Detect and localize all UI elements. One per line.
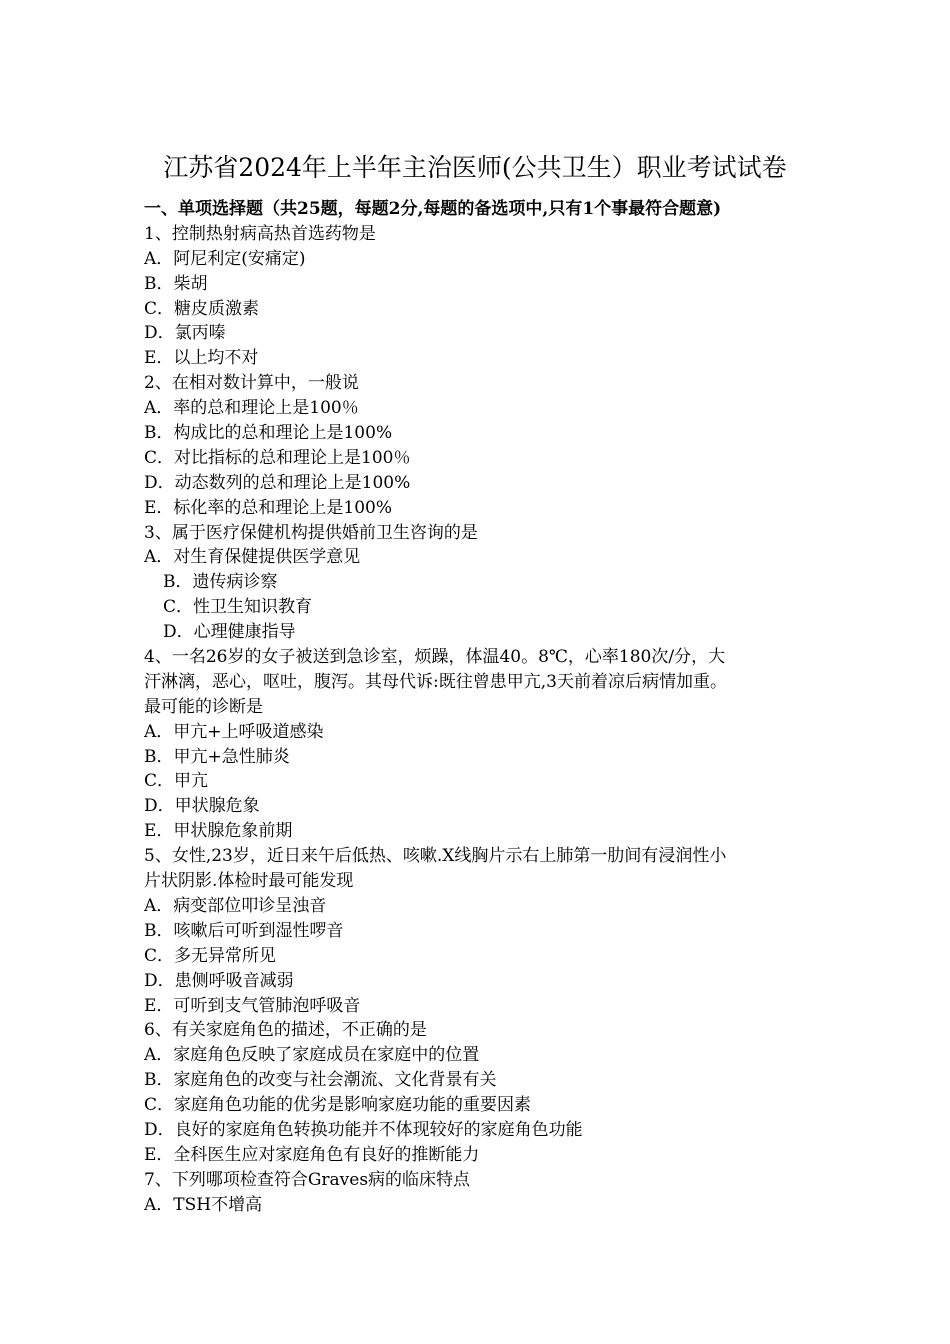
question-3-option-d: D．心理健康指导 bbox=[163, 622, 296, 643]
question-1: 1、控制热射病高热首选药物是 bbox=[144, 223, 376, 244]
question-4-option-d: D．甲状腺危象 bbox=[144, 796, 260, 817]
question-4-option-e: E．甲状腺危象前期 bbox=[144, 821, 293, 842]
question-1-option-b: B．柴胡 bbox=[144, 273, 208, 294]
question-5-option-a: A．病变部位叩诊呈浊音 bbox=[144, 895, 327, 916]
question-4-option-b: B．甲亢+急性肺炎 bbox=[144, 746, 290, 767]
question-1-option-e: E．以上均不对 bbox=[144, 348, 259, 369]
question-3-option-c: C．性卫生知识教育 bbox=[163, 597, 313, 618]
question-3: 3、属于医疗保健机构提供婚前卫生咨询的是 bbox=[144, 522, 478, 543]
question-3-option-b: B．遗传病诊察 bbox=[163, 572, 278, 593]
question-7: 7、下列哪项检查符合Graves病的临床特点 bbox=[144, 1169, 471, 1190]
question-5-line-2: 片状阴影.体检时最可能发现 bbox=[144, 871, 354, 892]
question-4-option-a: A．甲亢+上呼吸道感染 bbox=[144, 721, 324, 742]
section-heading: 一、单项选择题（共25题，每题2分,每题的备选项中,只有1个事最符合题意) bbox=[144, 199, 722, 219]
question-6-option-c: C．家庭角色功能的优劣是影响家庭功能的重要因素 bbox=[144, 1095, 532, 1116]
question-6-option-a: A．家庭角色反映了家庭成员在家庭中的位置 bbox=[144, 1045, 480, 1066]
question-6-option-b: B．家庭角色的改变与社会潮流、文化背景有关 bbox=[144, 1070, 497, 1091]
question-1-option-c: C．糖皮质激素 bbox=[144, 298, 260, 319]
question-7-option-a: A．TSH不增高 bbox=[144, 1194, 263, 1215]
question-3-option-a: A．对生育保健提供医学意见 bbox=[144, 547, 361, 568]
document-title: 江苏省2024年上半年主治医师(公共卫生）职业考试试卷 bbox=[163, 153, 787, 182]
question-4-option-c: C．甲亢 bbox=[144, 771, 209, 792]
question-2-option-e: E．标化率的总和理论上是100% bbox=[144, 497, 393, 518]
question-5-option-c: C．多无异常所见 bbox=[144, 945, 277, 966]
question-2-option-a: A．率的总和理论上是100％ bbox=[144, 398, 359, 419]
question-5-option-e: E．可听到支气管肺泡呼吸音 bbox=[144, 995, 361, 1016]
question-4-line-2: 汗淋漓，恶心，呕吐，腹泻。其母代诉:既往曾患甲亢,3天前着凉后病情加重。 bbox=[144, 671, 727, 692]
question-2: 2、在相对数计算中，一般说 bbox=[144, 373, 359, 394]
question-5-option-b: B．咳嗽后可听到湿性啰音 bbox=[144, 920, 344, 941]
question-2-option-b: B．构成比的总和理论上是100% bbox=[144, 423, 393, 444]
question-5-line-1: 5、女性,23岁，近日来午后低热、咳嗽.X线胸片示右上肺第一肋间有浸润性小 bbox=[144, 846, 727, 867]
question-6-option-d: D．良好的家庭角色转换功能并不体现较好的家庭角色功能 bbox=[144, 1119, 583, 1140]
question-6: 6、有关家庭角色的描述，不正确的是 bbox=[144, 1020, 427, 1041]
question-4-line-3: 最可能的诊断是 bbox=[144, 696, 263, 717]
question-2-option-d: D．动态数列的总和理论上是100% bbox=[144, 472, 411, 493]
document-body bbox=[144, 197, 816, 1218]
question-5-option-d: D．患侧呼吸音减弱 bbox=[144, 970, 294, 991]
question-1-option-a: A．阿尼利定(安痛定) bbox=[144, 248, 306, 269]
question-6-option-e: E．全科医生应对家庭角色有良好的推断能力 bbox=[144, 1144, 480, 1165]
question-4-line-1: 4、一名26岁的女子被送到急诊室，烦躁，体温40。8℃，心率180次/分，大 bbox=[144, 647, 726, 668]
question-1-option-d: D．氯丙嗪 bbox=[144, 323, 226, 344]
question-2-option-c: C．对比指标的总和理论上是100％ bbox=[144, 447, 411, 468]
